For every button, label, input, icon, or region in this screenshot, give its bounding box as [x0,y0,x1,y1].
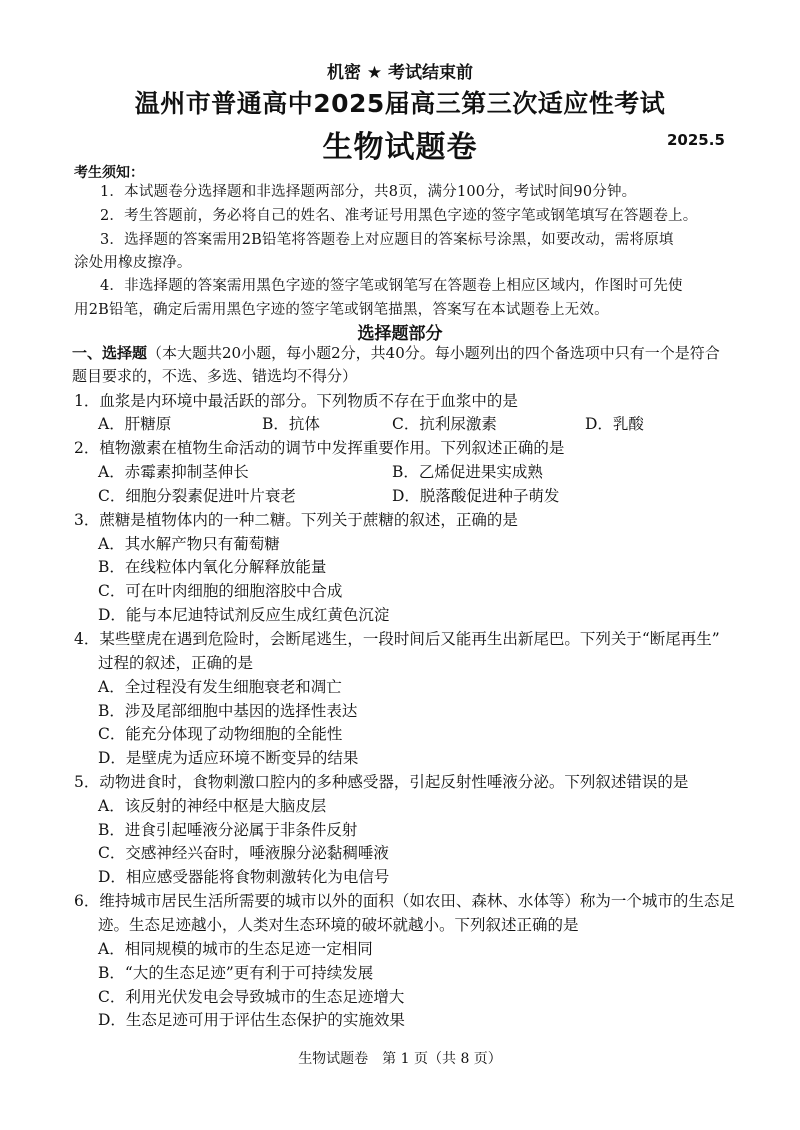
exam-date: 2025.5 [667,131,725,149]
section-title: 选择题部分 [357,324,443,344]
q1-option-c: C．抗利尿激素 [392,415,497,433]
exam-title: 温州市普通高中2025届高三第三次适应性考试 [134,89,666,118]
q6-option-c: C．利用光伏发电会导致城市的生态足迹增大 [98,988,405,1006]
q1-option-d: D．乳酸 [585,415,644,433]
notice-line-3-cont: 涂处用橡皮擦净。 [74,255,192,271]
q4-option-d: D．是壁虎为适应环境不断变异的结果 [98,749,359,767]
question-1-stem: 1．血浆是内环境中最活跃的部分。下列物质不存在于血浆中的是 [74,392,518,410]
q3-option-a: A．其水解产物只有葡萄糖 [98,535,280,553]
question-6-stem: 6．维持城市居民生活所需要的城市以外的面积（如农田、森林、水体等）称为一个城市的生态足 [74,892,735,910]
q5-option-b: B．进食引起唾液分泌属于非条件反射 [98,821,358,839]
notice-line-4-cont: 用2B铅笔，确定后需用黑色字迹的签字笔或钢笔描黑，答案写在本试题卷上无效。 [74,302,609,318]
q1-option-b: B．抗体 [262,415,320,433]
q1-option-a: A．肝糖原 [98,415,172,433]
q2-option-d: D．脱落酸促进种子萌发 [392,487,560,505]
page-footer: 生物试题卷 第 1 页（共 8 页） [298,1051,502,1067]
question-6-stem-cont: 迹。生态足迹越小，人类对生态环境的破坏就越小。下列叙述正确的是 [98,916,579,934]
q2-option-c: C．细胞分裂素促进叶片衰老 [98,487,296,505]
section-instructions: （本大题共20小题，每小题2分，共40分。每小题列出的四个备选项中只有一个是符合题目要求的，不选、多选、错选均不得分） [72,344,720,385]
notice-line-2: 2．考生答题前，务必将自己的姓名、准考证号用黑色字迹的签字笔或钢笔填写在答题卷上。 [100,208,698,224]
q6-option-a: A．相同规模的城市的生态足迹一定相同 [98,940,373,958]
question-2-stem: 2．植物激素在植物生命活动的调节中发挥重要作用。下列叙述正确的是 [74,439,565,457]
question-4-stem: 4．某些壁虎在遇到危险时，会断尾逃生，一段时间后又能再生出新尾巴。下列关于“断尾再生” [74,630,720,648]
q2-option-b: B．乙烯促进果实成熟 [392,463,543,481]
q2-option-a: A．赤霉素抑制茎伸长 [98,463,249,481]
q6-option-d: D．生态足迹可用于评估生态保护的实施效果 [98,1011,405,1029]
q3-option-b: B．在线粒体内氧化分解释放能量 [98,558,327,576]
q5-option-c: C．交感神经兴奋时，唾液腺分泌黏稠唾液 [98,844,389,862]
confidential-label: 机密 ★ 考试结束前 [326,63,474,83]
exam-subtitle: 生物试题卷 [322,130,478,165]
notice-heading: 考生须知： [74,165,144,181]
notice-line-1: 1．本试题卷分选择题和非选择题两部分，共8页，满分100分，考试时间90分钟。 [100,184,637,200]
notice-line-3: 3．选择题的答案需用2B铅笔将答题卷上对应题目的答案标号涂黑，如要改动，需将原填 [100,232,674,248]
notice-line-4: 4．非选择题的答案需用黑色字迹的签字笔或钢笔写在答题卷上相应区域内，作图时可先使 [100,278,683,294]
question-3-stem: 3．蔗糖是植物体内的一种二糖。下列关于蔗糖的叙述，正确的是 [74,511,518,529]
section-intro [72,342,732,388]
q4-option-b: B．涉及尾部细胞中基因的选择性表达 [98,702,358,720]
q4-option-c: C．能充分体现了动物细胞的全能性 [98,725,343,743]
q3-option-d: D．能与本尼迪特试剂反应生成红黄色沉淀 [98,606,390,624]
question-4-stem-cont: 过程的叙述，正确的是 [98,654,254,672]
q6-option-b: B．“大的生态足迹”更有利于可持续发展 [98,964,374,982]
section-label: 一、选择题 [72,344,148,362]
q4-option-a: A．全过程没有发生细胞衰老和凋亡 [98,678,342,696]
q5-option-d: D．相应感受器能将食物刺激转化为电信号 [98,868,390,886]
q5-option-a: A．该反射的神经中枢是大脑皮层 [98,797,327,815]
question-5-stem: 5．动物进食时，食物刺激口腔内的多种感受器，引起反射性唾液分泌。下列叙述错误的是 [74,773,689,791]
q3-option-c: C．可在叶肉细胞的细胞溶胶中合成 [98,582,343,600]
